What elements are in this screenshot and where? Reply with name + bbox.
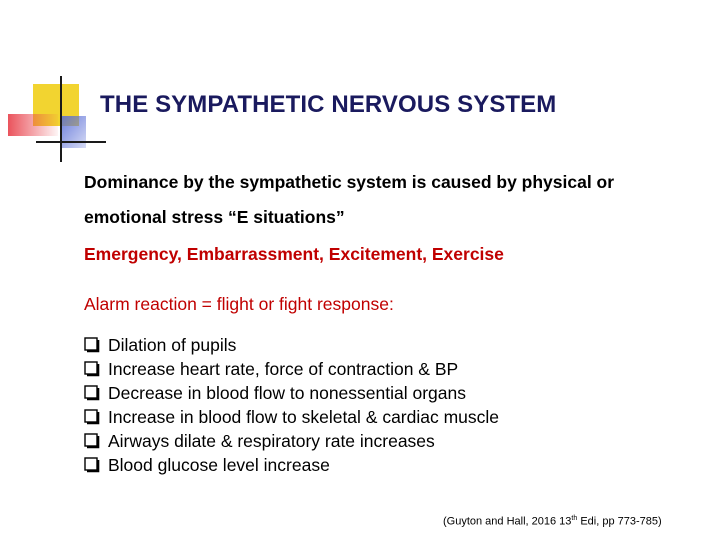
checkbox-square-icon bbox=[84, 337, 101, 354]
bullet-text: Increase heart rate, force of contraction & BP bbox=[108, 358, 459, 379]
checkbox-square-icon bbox=[84, 409, 101, 426]
bullet-text: Decrease in blood flow to nonessential organs bbox=[108, 382, 466, 403]
checkbox-square-icon bbox=[84, 433, 101, 450]
citation-text: (Guyton and Hall, 2016 13 bbox=[443, 515, 572, 528]
bullet-item bbox=[84, 405, 499, 429]
intro-line-2: emotional stress “E situations” bbox=[84, 207, 345, 227]
intro-line-1: Dominance by the sympathetic system is caused by physical or bbox=[84, 172, 615, 192]
bullet-item bbox=[84, 453, 499, 477]
decorative-logo-graphic bbox=[0, 0, 110, 170]
bullet-text: Dilation of pupils bbox=[108, 334, 237, 355]
bullet-item bbox=[84, 429, 499, 453]
alarm-reaction-heading: Alarm reaction = flight or fight response: bbox=[84, 294, 394, 314]
citation bbox=[443, 515, 662, 528]
bullet-item bbox=[84, 357, 499, 381]
response-bullet-list bbox=[84, 333, 499, 477]
bullet-text: Blood glucose level increase bbox=[108, 454, 330, 475]
checkbox-square-icon bbox=[84, 385, 101, 402]
checkbox-square-icon bbox=[84, 361, 101, 378]
bullet-text: Increase in blood flow to skeletal & cardiac muscle bbox=[108, 406, 500, 427]
logo-blue-square bbox=[60, 116, 86, 148]
bullet-item bbox=[84, 333, 499, 357]
slide-title: THE SYMPATHETIC NERVOUS SYSTEM bbox=[100, 91, 557, 118]
citation-superscript: th bbox=[571, 515, 578, 522]
e-situations-list: Emergency, Embarrassment, Excitement, Exercise bbox=[84, 244, 504, 264]
citation-pages: Edi, pp 773-785) bbox=[577, 515, 662, 528]
bullet-text: Airways dilate & respiratory rate increases bbox=[108, 430, 435, 451]
logo-red-bar bbox=[8, 114, 58, 136]
bullet-item bbox=[84, 381, 499, 405]
checkbox-square-icon bbox=[84, 457, 101, 474]
